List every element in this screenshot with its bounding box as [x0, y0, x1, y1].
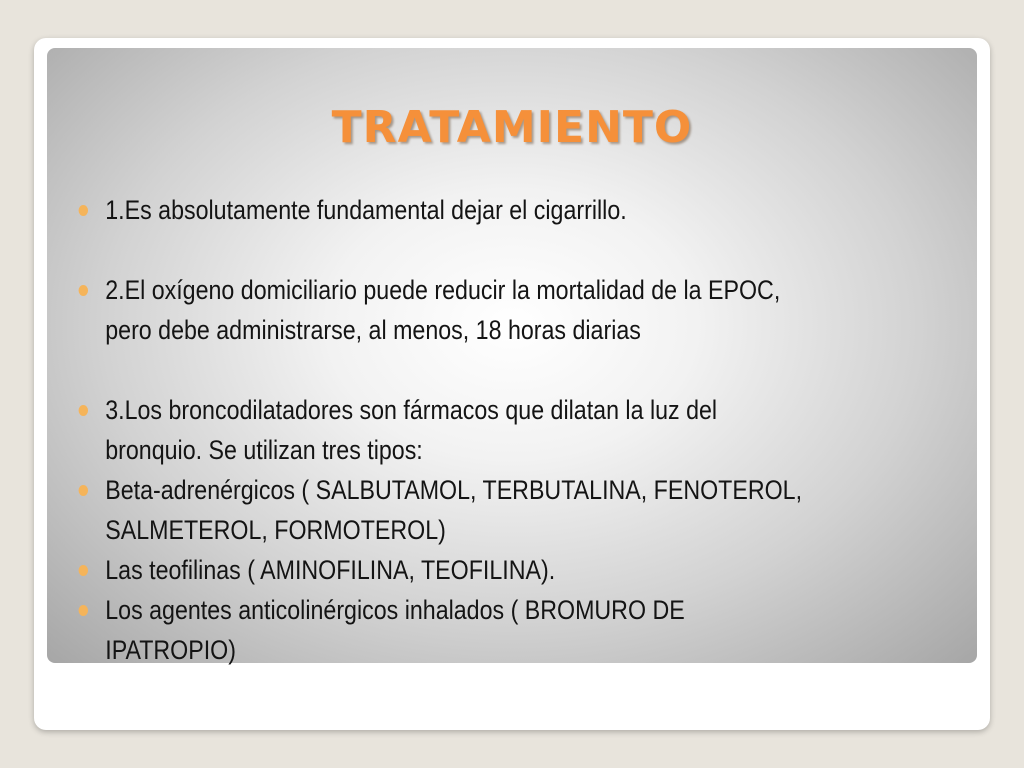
bullet-icon [79, 205, 88, 216]
slide-title: TRATAMIENTO [331, 102, 693, 153]
bullet-icon [79, 485, 88, 496]
list-item-text: 1.Es absolutamente fundamental dejar el cigarrillo. [105, 195, 627, 225]
list-item-text: Beta-adrenérgicos ( SALBUTAMOL, TERBUTALINA, FENOTEROL, SALMETEROL, FORMOTEROL) [105, 475, 803, 545]
list-item-text: Las teofilinas ( AMINOFILINA, TEOFILINA). [105, 555, 556, 585]
list-item-text: Los agentes anticolinérgicos inhalados ( BROMURO DE IPATROPIO) [105, 595, 685, 665]
slide-content [76, 190, 816, 670]
list-item-text: 2.El oxígeno domiciliario puede reducir la mortalidad de la EPOC, pero debe administrarse, al menos, 18 horas diarias [105, 275, 781, 345]
list-item [76, 390, 816, 470]
list-item [76, 270, 816, 350]
bullet-icon [79, 405, 88, 416]
bullet-icon [79, 285, 88, 296]
bullet-icon [79, 605, 88, 616]
list-item [76, 190, 816, 230]
list-item-text: 3.Los broncodilatadores son fármacos que dilatan la luz del bronquio. Se utilizan tres tipos: [105, 395, 718, 465]
list-item [76, 590, 816, 670]
bullet-icon [79, 565, 88, 576]
list-item [76, 550, 816, 590]
list-item [76, 470, 816, 550]
